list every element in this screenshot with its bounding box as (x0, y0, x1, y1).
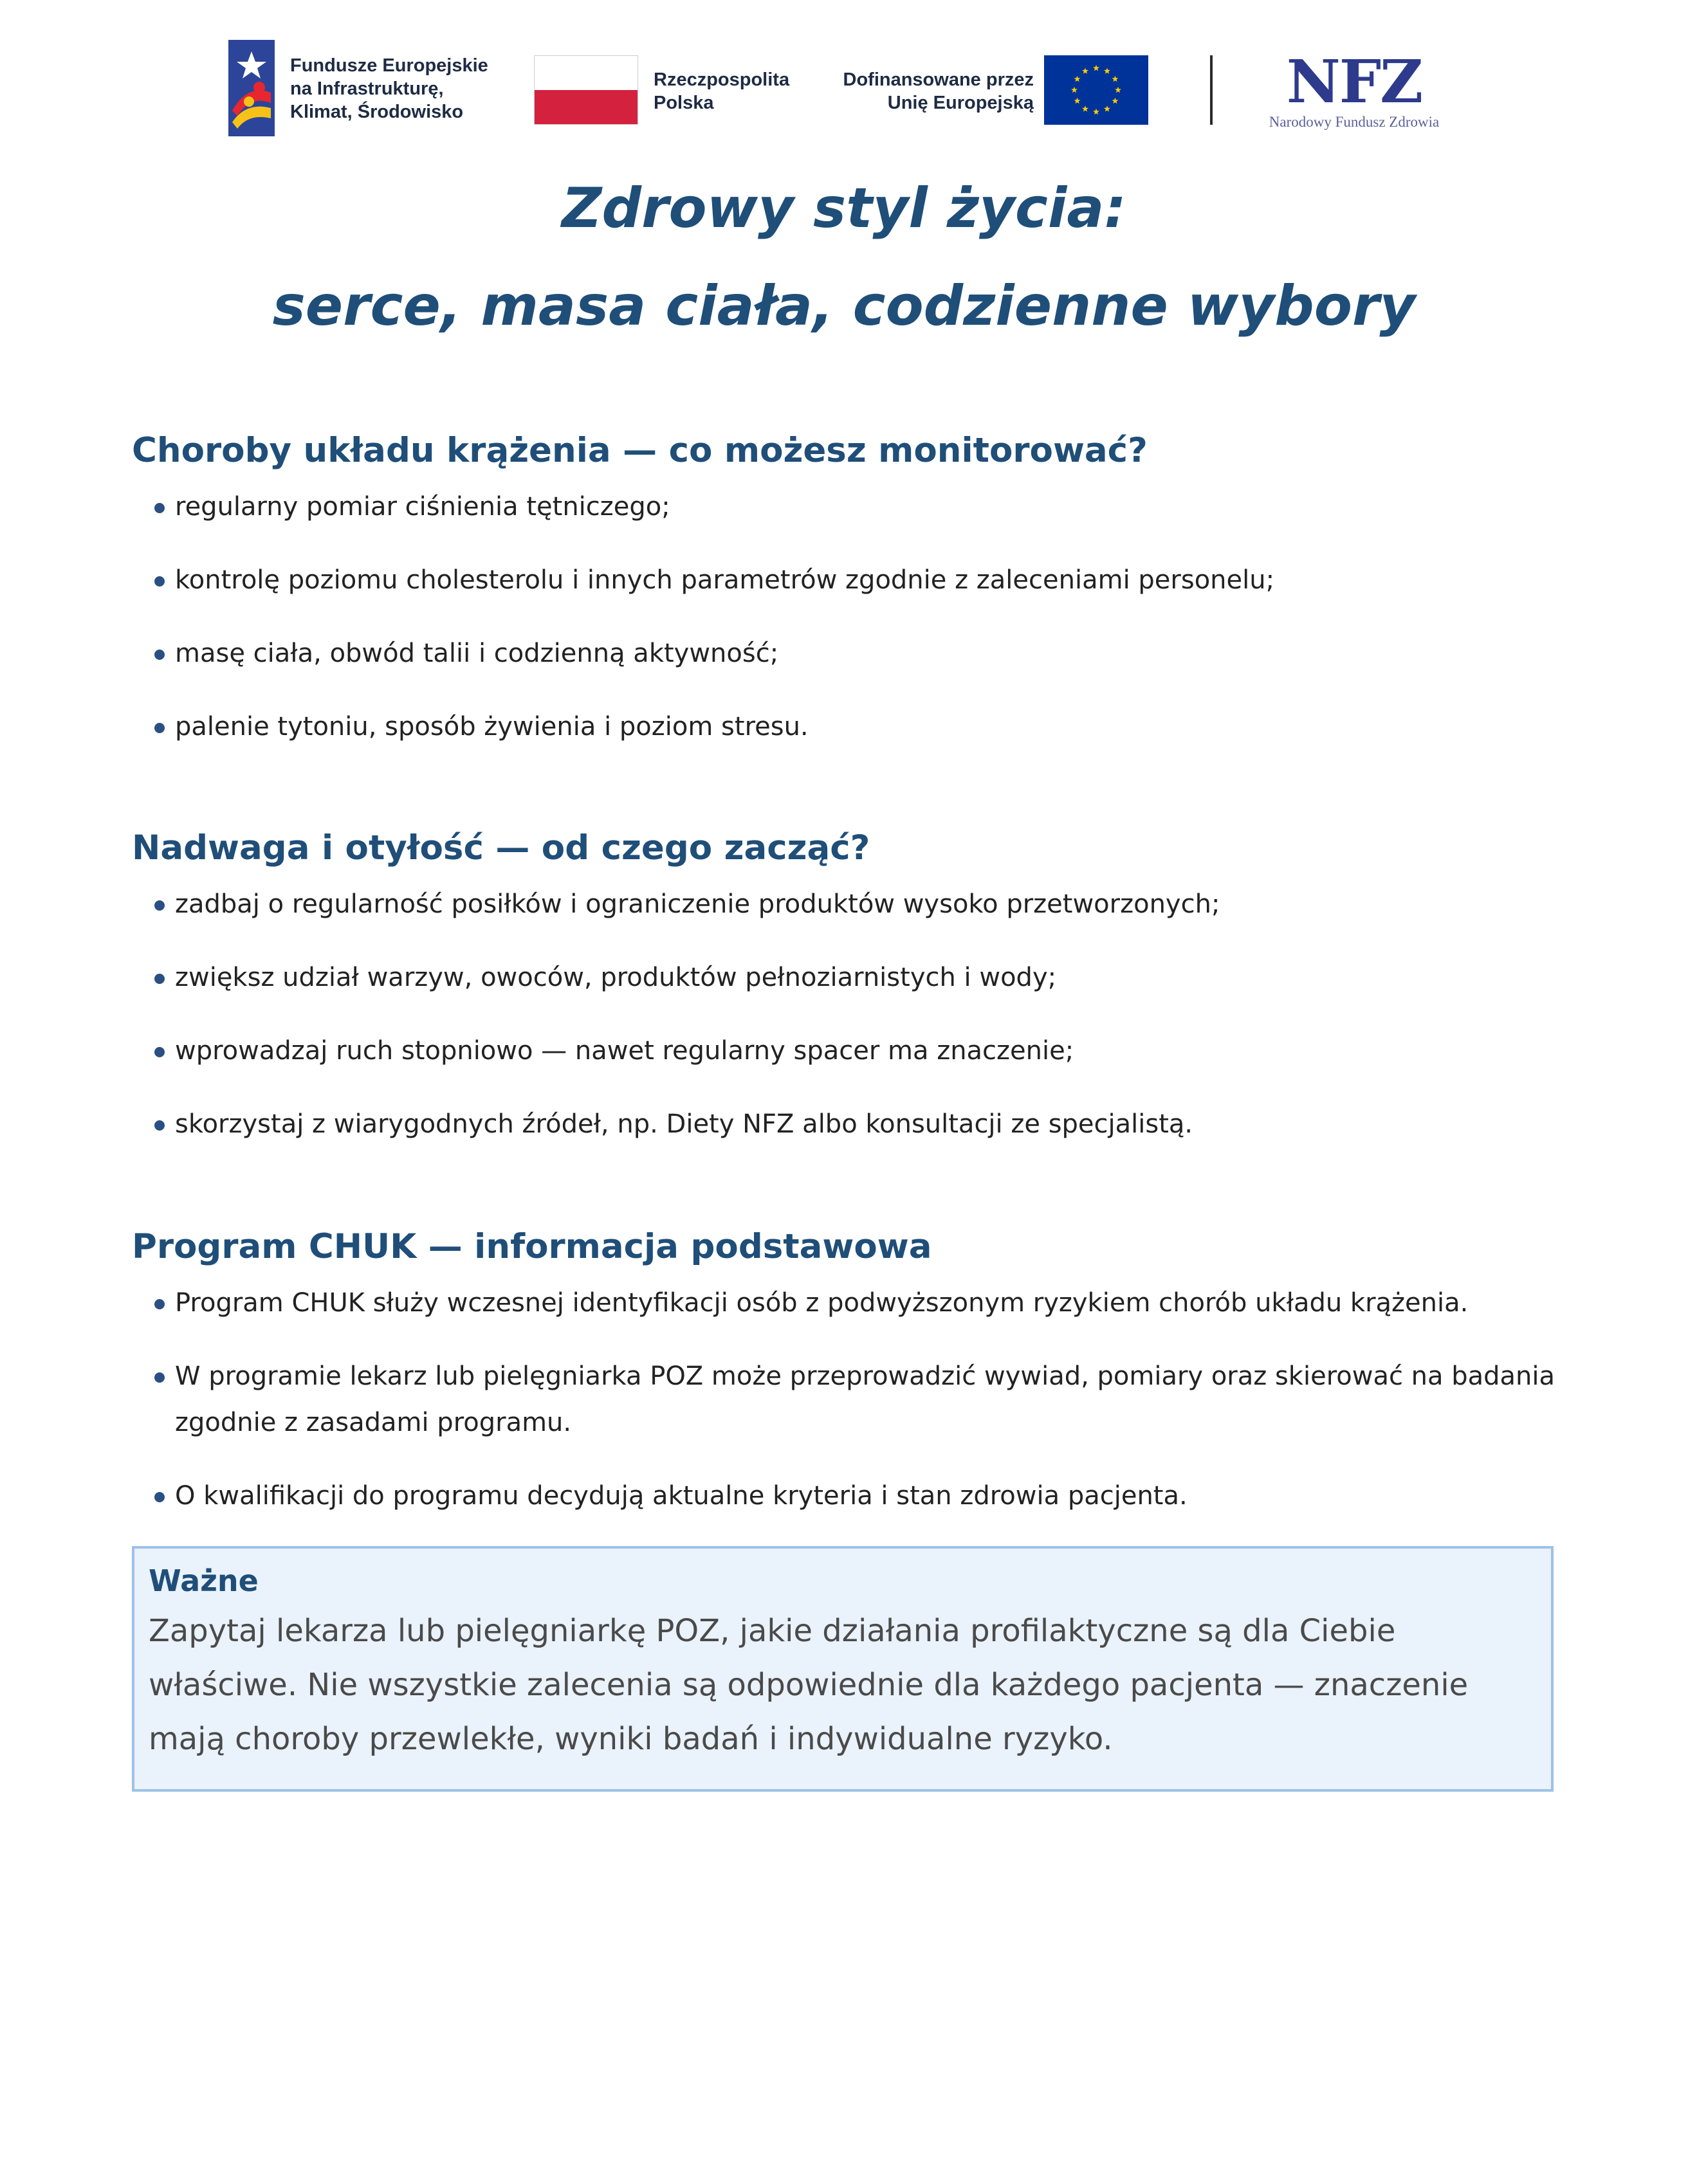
list-item: O kwalifikacji do programu decydują aktualne kryteria i stan zdrowia pacjenta. (152, 1473, 1586, 1519)
eu-cofinancing-text (843, 68, 1034, 114)
list-item: palenie tytoniu, sposób żywienia i poziom stresu. (152, 704, 1586, 750)
bullet-icon (154, 1299, 165, 1309)
eu-line: Dofinansowane przez (843, 69, 1034, 90)
nfz-mark: NFZ (1286, 47, 1422, 116)
bullet-icon (154, 576, 165, 587)
list-item: wprowadzaj ruch stopniowo — nawet regularny spacer ma znaczenie; (152, 1028, 1586, 1074)
nfz-logo (1251, 47, 1457, 134)
european-funds-logo (228, 40, 499, 136)
poland-line: Rzeczpospolita (654, 69, 790, 90)
poland-logo (534, 55, 804, 127)
bullet-icon (154, 1047, 165, 1057)
bullet-icon (154, 1120, 165, 1131)
eu-line: Unię Europejską (887, 93, 1034, 113)
list-item: masę ciała, obwód talii i codzienną aktywność; (152, 630, 1586, 677)
list-item: regularny pomiar ciśnienia tętniczego; (152, 484, 1586, 530)
eu-flag-icon (1044, 55, 1148, 125)
page-title-line: serce, masa ciała, codzienne wybory (272, 274, 1416, 338)
important-note-body: Zapytaj lekarza lub pielęgniarkę POZ, jakie działania profilaktyczne są dla Ciebie właściwe. Nie wszystkie zalecenia są odpowiednie dla każdego pacjenta — znaczenie mają choroby przewlekłe, wyniki badań i indywidualne ryzyko. (149, 1613, 1469, 1757)
bullet-icon (154, 900, 165, 911)
bullet-list-cardiovascular (152, 484, 1586, 777)
european-funds-line: na Infrastrukturę, (290, 78, 444, 99)
section-heading-chuk-program: Program CHUK — informacja podstawowa (132, 1227, 932, 1266)
important-note-title: Ważne (149, 1563, 259, 1598)
important-note-box (132, 1546, 1554, 1792)
bullet-icon (154, 650, 165, 660)
logo-bar (0, 0, 1688, 148)
poland-line: Polska (654, 93, 714, 113)
bullet-icon (154, 1372, 165, 1383)
bullet-icon (154, 503, 165, 513)
bullet-icon (154, 723, 165, 733)
list-item: skorzystaj z wiarygodnych źródeł, np. Diety NFZ albo konsultacji ze specjalistą. (152, 1101, 1586, 1147)
european-funds-emblem-icon (228, 40, 275, 136)
bullet-list-chuk-program (152, 1280, 1586, 1546)
eu-cofinancing-logo (833, 55, 1155, 127)
page-title-line: Zdrowy styl życia: (562, 176, 1126, 241)
bullet-icon (154, 1492, 165, 1502)
list-item: zadbaj o regularność posiłków i ograniczenie produktów wysoko przetworzonych; (152, 881, 1586, 927)
european-funds-line: Klimat, Środowisko (290, 102, 464, 122)
list-item: Program CHUK służy wczesnej identyfikacji osób z podwyższonym ryzykiem chorób układu krążenia. (152, 1280, 1586, 1326)
polish-flag-icon (534, 55, 638, 125)
nfz-subtitle: Narodowy Fundusz Zdrowia (1269, 114, 1440, 130)
section-heading-cardiovascular: Choroby układu krążenia — co możesz monitorować? (132, 431, 1148, 470)
logo-divider (1210, 55, 1213, 125)
bullet-list-overweight (152, 881, 1586, 1174)
list-item: zwiększ udział warzyw, owoców, produktów pełnoziarnistych i wody; (152, 954, 1586, 1001)
european-funds-text (290, 54, 488, 123)
list-item: W programie lekarz lub pielęgniarka POZ może przeprowadzić wywiad, pomiary oraz skierować na badania zgodnie z zasadami programu. (152, 1353, 1586, 1446)
poland-text (654, 68, 789, 114)
bullet-icon (154, 974, 165, 984)
list-item: kontrolę poziomu cholesterolu i innych parametrów zgodnie z zaleceniami personelu; (152, 557, 1586, 603)
european-funds-line: Fundusze Europejskie (290, 55, 488, 76)
page-title (0, 159, 1688, 355)
section-heading-overweight: Nadwaga i otyłość — od czego zacząć? (132, 828, 870, 868)
